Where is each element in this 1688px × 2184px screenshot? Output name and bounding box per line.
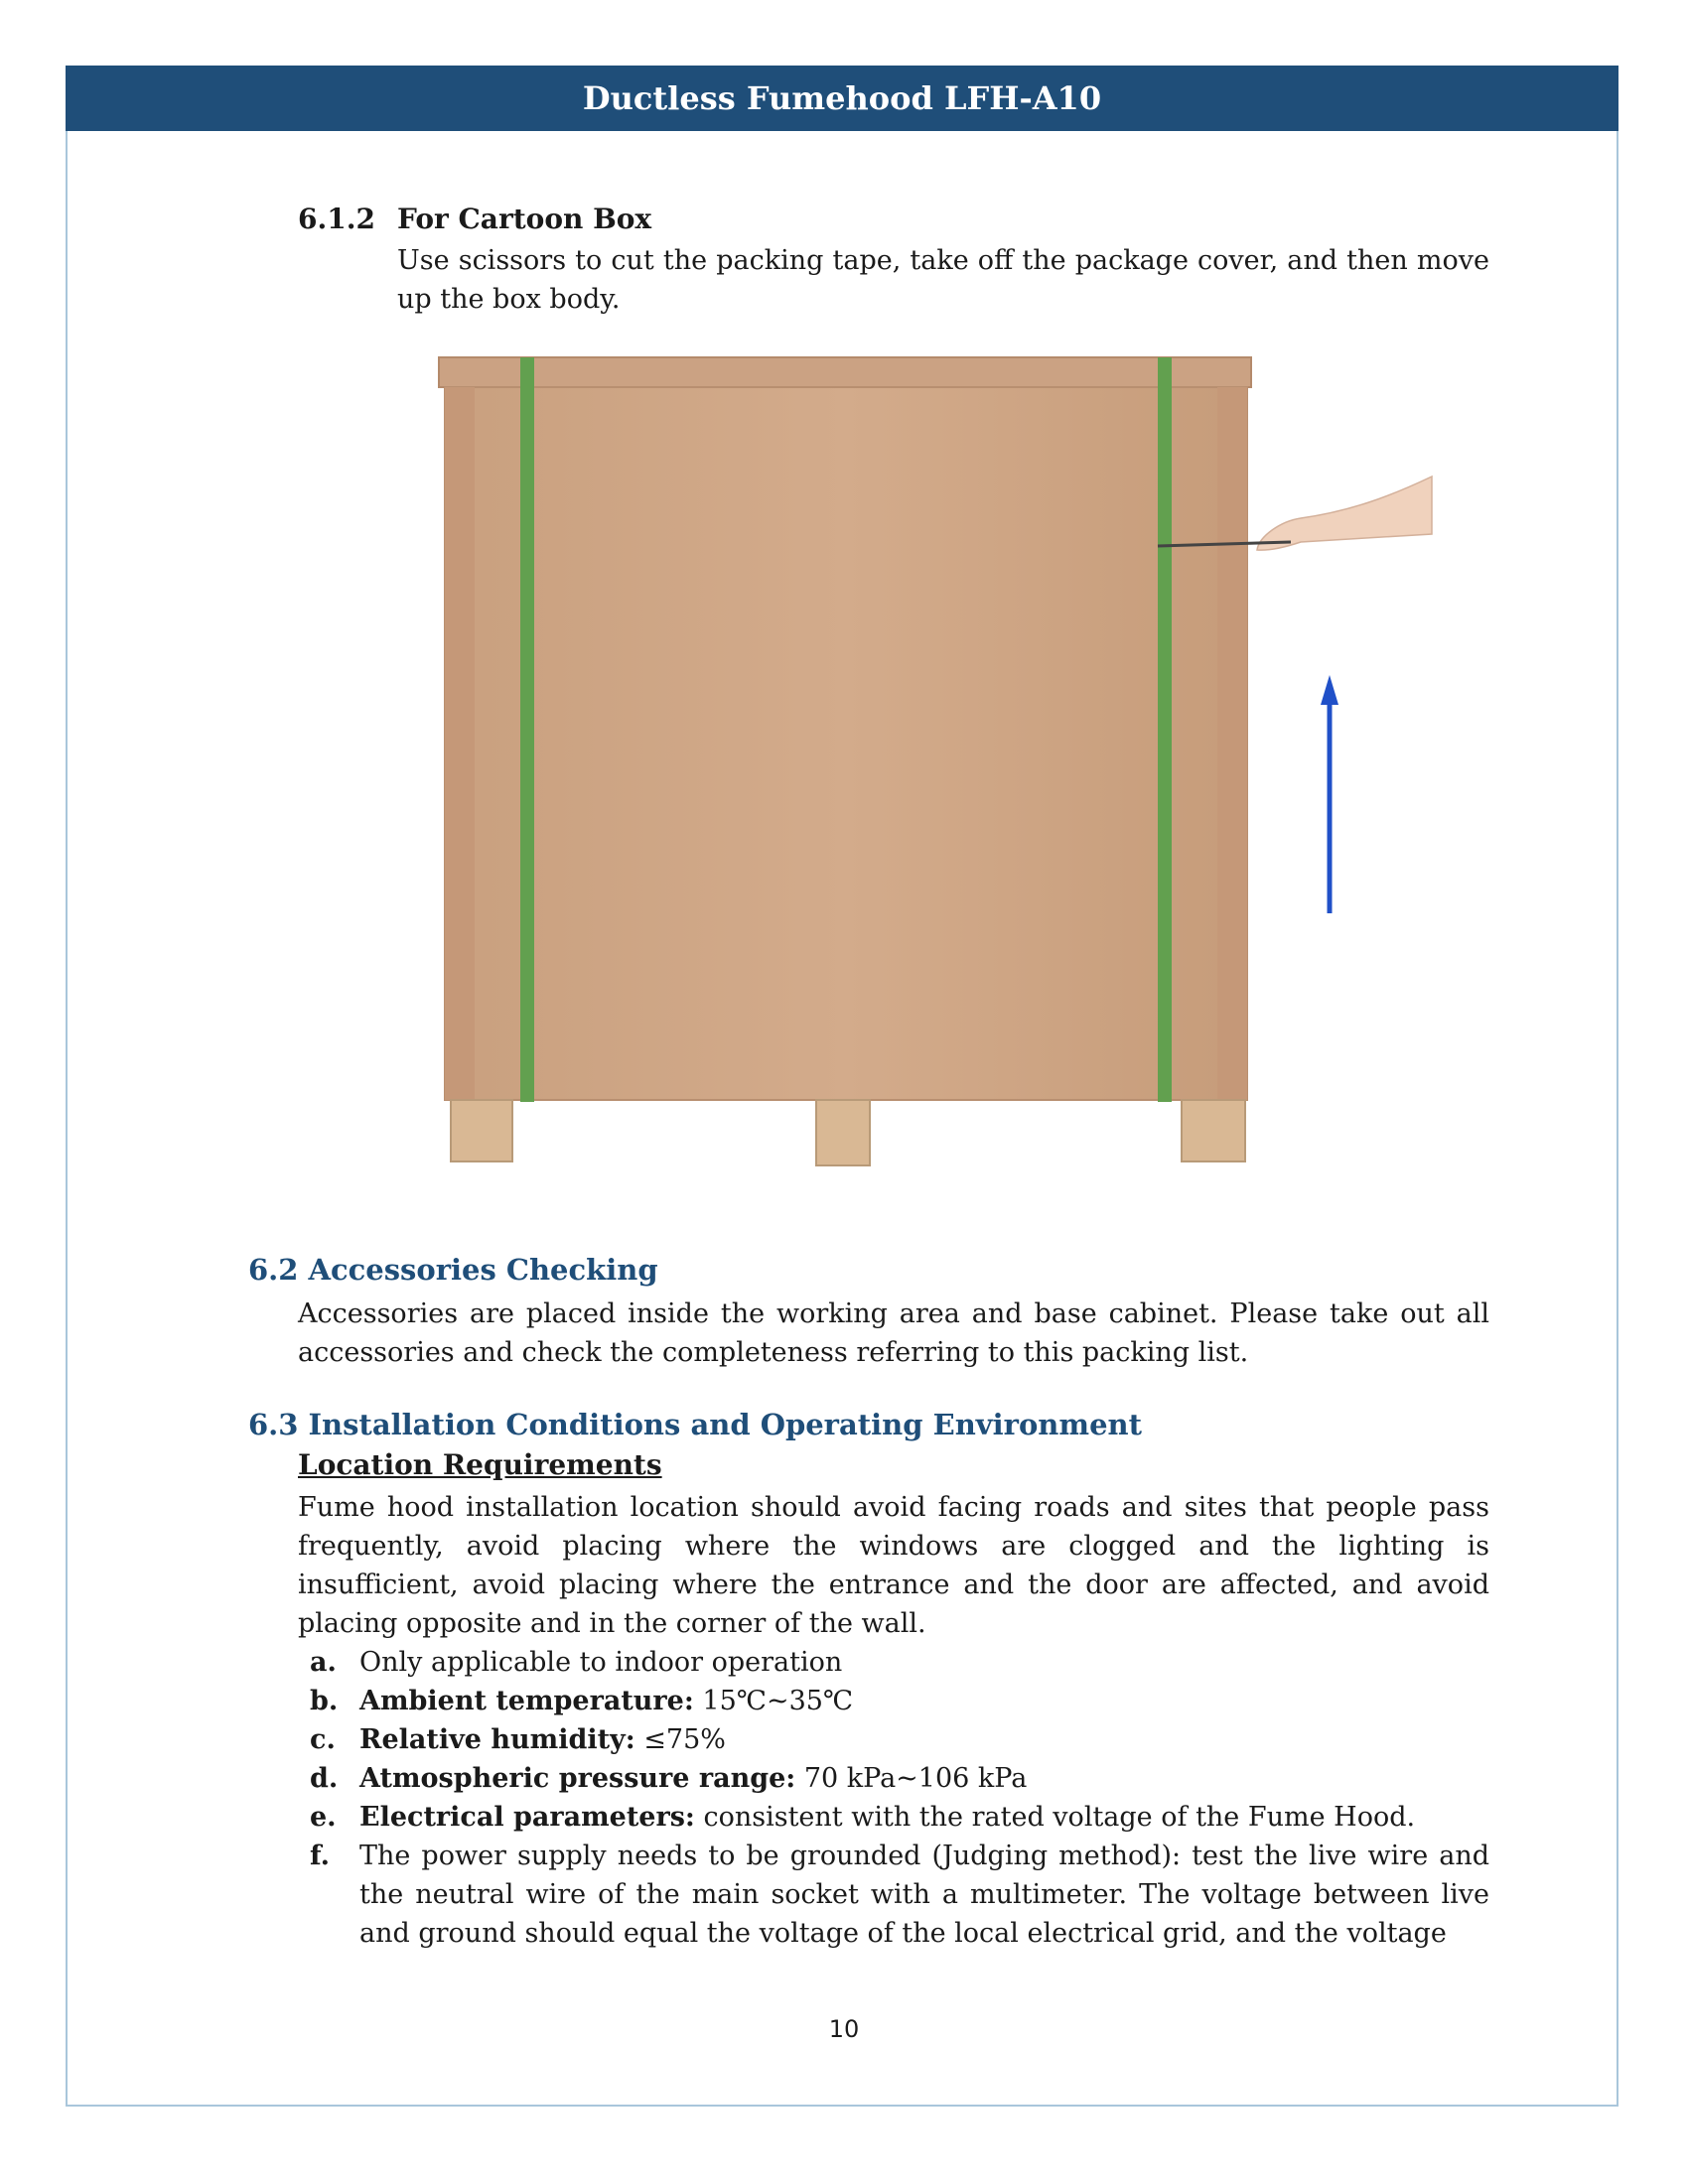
list-item-text: consistent with the rated voltage of the Fume Hood. — [694, 1802, 1416, 1833]
list-marker: b. — [310, 1686, 339, 1716]
paragraph-6-3: Fume hood installation location should avoid facing roads and sites that people pass frequently, avoid placing where the windows are clogged and the lighting is insufficient, avoid placing where the entrance and the door are affected, and avoid placing opposite and in the corner of the wall. — [298, 1492, 1489, 1639]
location-requirements-heading: Location Requirements — [298, 1448, 662, 1481]
list-item — [298, 1643, 1489, 1682]
heading-title: Installation Conditions and Operating Environment — [308, 1408, 1142, 1441]
list-marker: e. — [310, 1802, 337, 1833]
list-item — [298, 1759, 1489, 1798]
list-item-label: Ambient temperature: — [359, 1686, 694, 1716]
requirements-list — [298, 1643, 1489, 1953]
list-item-text: Only applicable to indoor operation — [359, 1647, 843, 1678]
heading-title: For Cartoon Box — [397, 203, 652, 235]
heading-6-2 — [248, 1253, 658, 1287]
list-item-text: The power supply needs to be grounded (Judging method): test the live wire and the neutral wire of the main socket with a multimeter. The voltage between live and ground should equal the voltage of the local electrical grid, and the voltage — [359, 1841, 1489, 1949]
paragraph-6-2: Accessories are placed inside the working area and base cabinet. Please take out all accessories and check the completeness referring to this packing list. — [298, 1298, 1489, 1368]
list-item-text: 15℃~35℃ — [693, 1686, 854, 1716]
list-item-label: Atmospheric pressure range: — [359, 1763, 796, 1794]
list-item — [298, 1720, 1489, 1759]
list-marker: f. — [310, 1841, 331, 1871]
heading-number: 6.2 — [248, 1253, 299, 1287]
heading-title: Accessories Checking — [308, 1253, 658, 1287]
page-number: 10 — [828, 2015, 860, 2043]
list-item-label: Relative humidity: — [359, 1724, 635, 1755]
heading-number: 6.3 — [248, 1408, 299, 1441]
heading-6-1-2 — [298, 203, 651, 235]
list-item-text: 70 kPa~106 kPa — [795, 1763, 1028, 1794]
paragraph-6-1-2: Use scissors to cut the packing tape, take off the package cover, and then move up the box body. — [397, 245, 1489, 315]
heading-number: 6.1.2 — [298, 203, 375, 235]
list-item — [298, 1682, 1489, 1720]
list-marker: a. — [310, 1647, 337, 1678]
heading-6-3 — [248, 1408, 1142, 1441]
list-item-text: ≤75% — [634, 1724, 726, 1755]
list-item — [298, 1798, 1489, 1837]
list-marker: d. — [310, 1763, 339, 1794]
cardboard-box-photo — [417, 347, 1450, 1191]
list-item-label: Electrical parameters: — [359, 1802, 695, 1833]
list-marker: c. — [310, 1724, 336, 1755]
list-item — [298, 1837, 1489, 1953]
document-header: Ductless Fumehood LFH-A10 — [66, 66, 1618, 131]
